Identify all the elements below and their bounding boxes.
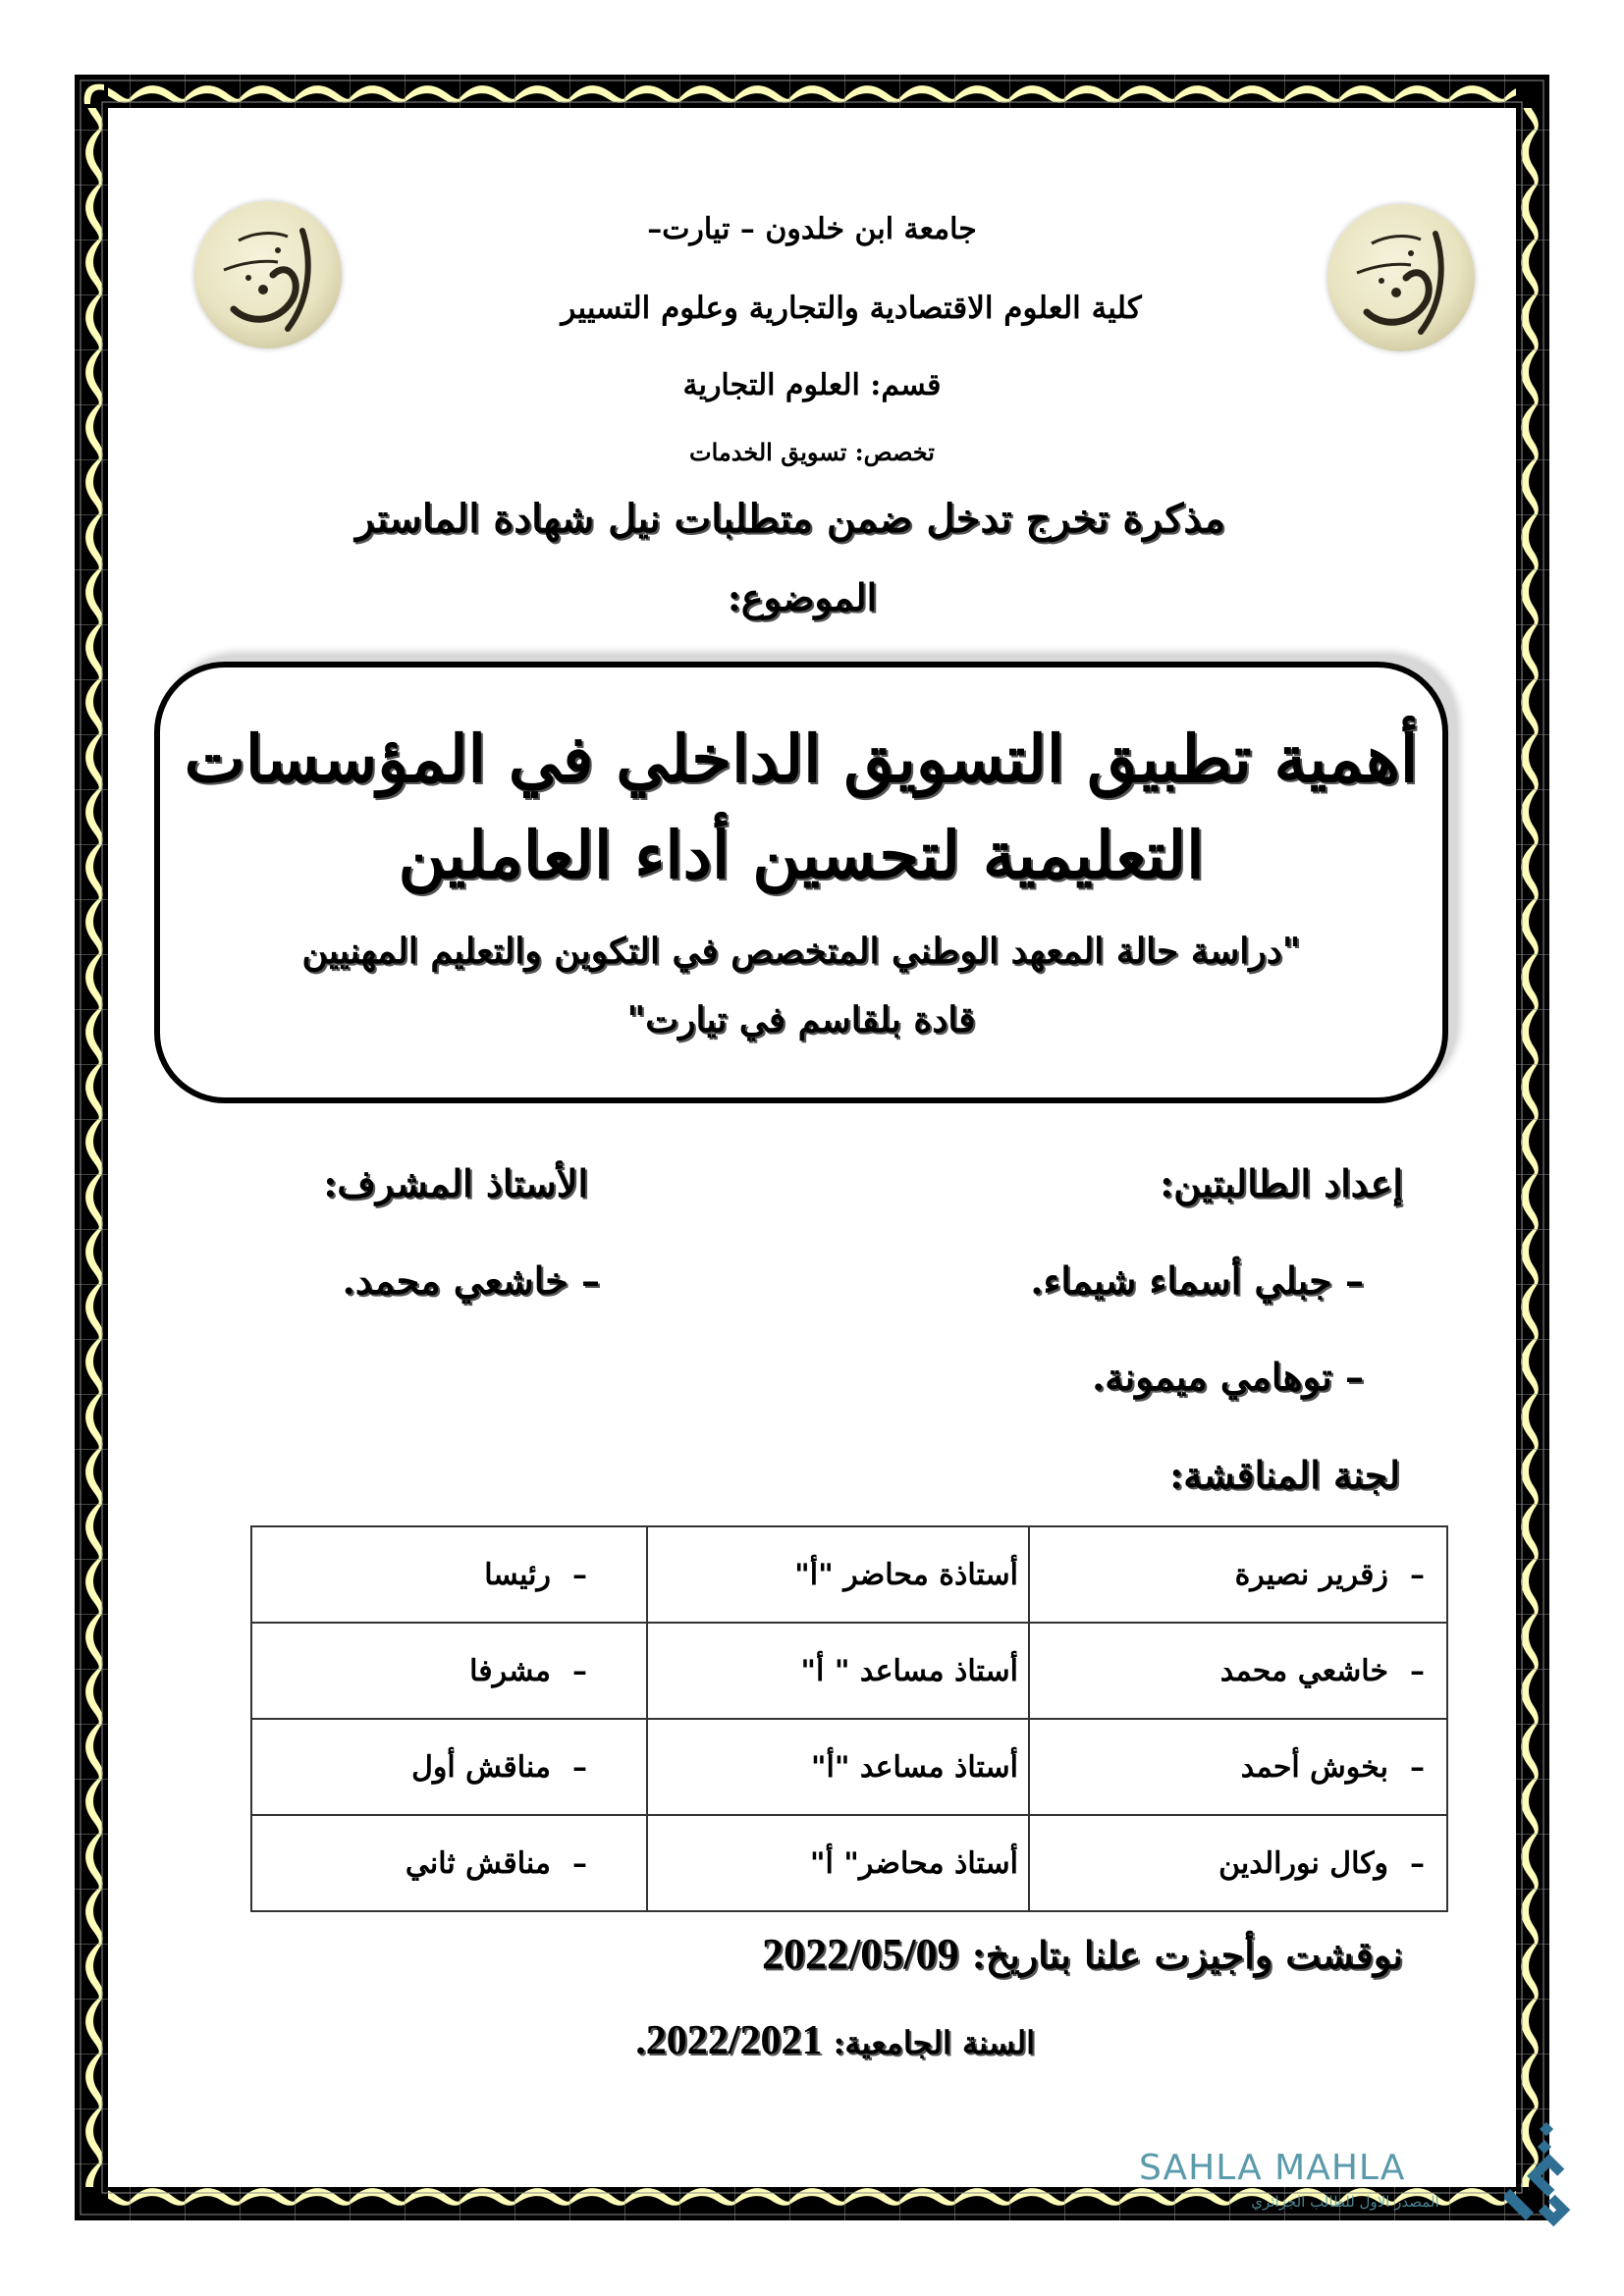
defense-date: 2022/05/09 xyxy=(762,1930,959,1978)
member-role: مشرفا xyxy=(469,1653,551,1688)
student-name-1: – جبلي أسماء شيماء. xyxy=(1030,1258,1364,1303)
thesis-title-line-2: التعليمية لتحسين أداء العاملين xyxy=(398,817,1205,893)
defense-date-line xyxy=(762,1929,1403,1979)
member-role: مناقش ثاني xyxy=(405,1845,551,1881)
committee-table xyxy=(250,1525,1448,1912)
member-name-cell xyxy=(1029,1815,1447,1911)
academic-year: 2022/2021. xyxy=(635,2018,823,2063)
member-rank: أستاذ مساعد "أ" xyxy=(647,1719,1029,1815)
dash: – xyxy=(1410,1749,1425,1785)
university-name: جامعة ابن خلدون – تيارت– xyxy=(647,212,977,246)
dash: – xyxy=(1410,1845,1425,1881)
supervisor-name: – خاشعي محمد. xyxy=(342,1258,600,1303)
sahla-mahla-calligraphy-icon xyxy=(1504,2120,1573,2232)
member-name: خاشعي محمد xyxy=(1219,1653,1388,1688)
dash: – xyxy=(572,1557,587,1592)
table-row xyxy=(251,1815,1447,1911)
dash: – xyxy=(572,1653,587,1688)
dash: – xyxy=(572,1749,587,1785)
student-name-2: – توهامي ميمونة. xyxy=(1092,1355,1364,1399)
dash: – xyxy=(572,1845,587,1881)
member-name: زقرير نصيرة xyxy=(1234,1557,1388,1592)
committee-label: لجنة المناقشة: xyxy=(1169,1453,1400,1497)
subject-label: الموضوع: xyxy=(727,575,878,619)
memo-type: مذكرة تخرج تدخل ضمن متطلبات نيل شهادة الماستر xyxy=(355,496,1225,542)
dash: – xyxy=(1410,1557,1425,1592)
academic-year-label: السنة الجامعية: xyxy=(833,2024,1035,2061)
member-role-cell xyxy=(251,1526,647,1623)
member-role-cell xyxy=(251,1815,647,1911)
defense-label: نوقشت وأجيزت علنا بتاريخ: xyxy=(971,1933,1403,1977)
member-name-cell xyxy=(1029,1526,1447,1623)
supervisor-label: الأستاذ المشرف: xyxy=(323,1161,588,1205)
member-name-cell xyxy=(1029,1719,1447,1815)
watermark-tagline: المصدر الاول للطالب الجزائري xyxy=(1251,2193,1439,2211)
member-rank: أستاذة محاضر "أ" xyxy=(647,1526,1029,1623)
table-row xyxy=(251,1526,1447,1623)
case-study-line-1: "دراسة حالة المعهد الوطني المتخصص في التكوين والتعليم المهنيين xyxy=(301,931,1301,972)
member-name: وكال نورالدين xyxy=(1218,1845,1388,1881)
students-label: إعداد الطالبتين: xyxy=(1160,1161,1403,1205)
department-name: قسم: العلوم التجارية xyxy=(682,368,942,402)
academic-year-line xyxy=(635,2017,1035,2064)
member-role-cell xyxy=(251,1719,647,1815)
member-role: رئيسا xyxy=(484,1557,551,1592)
member-role: مناقش أول xyxy=(411,1749,551,1785)
watermark-brand: SAHLA MAHLA xyxy=(1139,2148,1406,2188)
dash: – xyxy=(1410,1653,1425,1688)
member-rank: أستاذ مساعد " أ" xyxy=(647,1623,1029,1719)
member-name: بخوش أحمد xyxy=(1240,1749,1388,1785)
member-rank: أستاذ محاضر" أ" xyxy=(647,1815,1029,1911)
table-row xyxy=(251,1719,1447,1815)
thesis-title-box xyxy=(154,662,1448,1103)
case-study-line-2: قادة بلقاسم في تيارت" xyxy=(626,999,976,1041)
member-name-cell xyxy=(1029,1623,1447,1719)
thesis-title-line-1: أهمية تطبيق التسويق الداخلي في المؤسسات xyxy=(184,721,1419,797)
table-row xyxy=(251,1623,1447,1719)
specialty-name: تخصص: تسويق الخدمات xyxy=(689,438,935,466)
faculty-name: كلية العلوم الاقتصادية والتجارية وعلوم التسيير xyxy=(561,291,1142,326)
member-role-cell xyxy=(251,1623,647,1719)
